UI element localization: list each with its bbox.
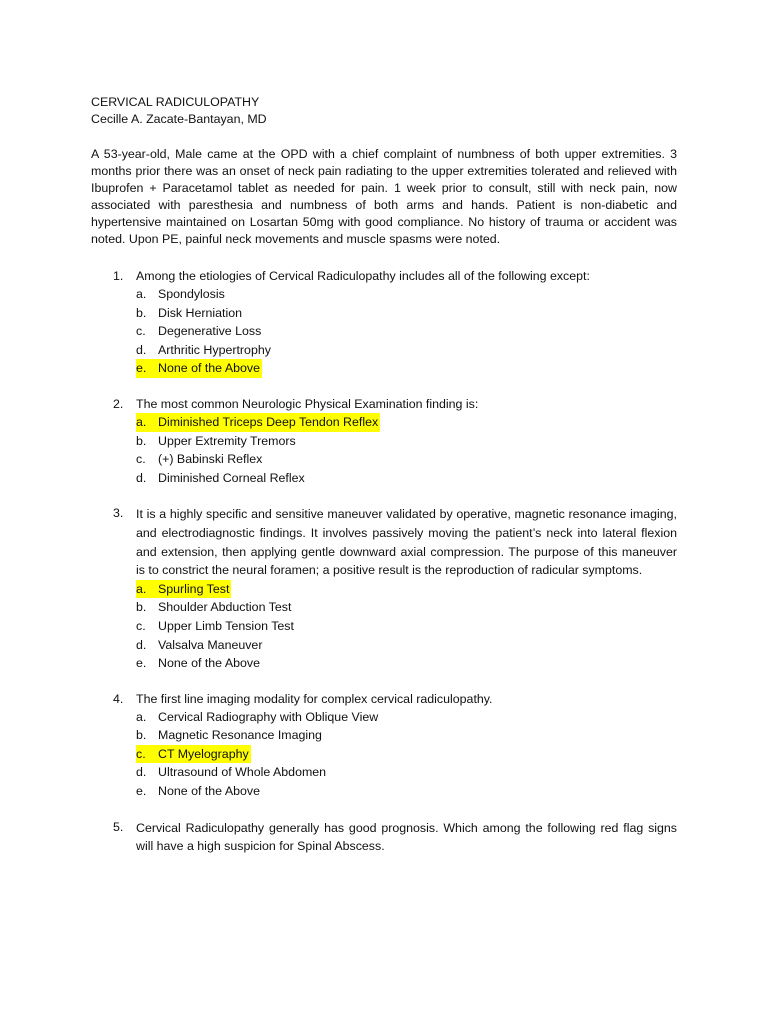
- question-body: [136, 505, 677, 672]
- option-letter: d.: [136, 637, 147, 652]
- option-item: [136, 341, 677, 360]
- option-text: None of the Above: [158, 784, 260, 799]
- option-item: [136, 432, 677, 451]
- option-content: [136, 450, 262, 469]
- option-item-highlighted: [136, 413, 677, 432]
- option-item: [136, 450, 677, 469]
- option-item: [136, 322, 677, 341]
- option-content: [136, 304, 242, 323]
- option-letter: c.: [136, 452, 146, 467]
- option-letter: b.: [136, 433, 147, 448]
- option-letter: e.: [136, 656, 147, 671]
- question-body: [136, 691, 677, 801]
- option-text: Diminished Corneal Reflex: [158, 470, 305, 485]
- question-number: 1.: [113, 269, 124, 283]
- option-letter: a.: [136, 414, 147, 429]
- option-item: [136, 617, 677, 636]
- option-item: [136, 782, 677, 801]
- answer-highlight: [136, 745, 251, 764]
- question-number: 3.: [113, 506, 124, 521]
- option-text: Cervical Radiography with Oblique View: [158, 709, 379, 724]
- option-item: [136, 304, 677, 323]
- document-author: Cecille A. Zacate-Bantayan, MD: [91, 112, 267, 126]
- question-number: 5.: [113, 819, 124, 834]
- option-text: (+) Babinski Reflex: [158, 452, 263, 467]
- question-number: 4.: [113, 691, 124, 706]
- option-letter: d.: [136, 470, 147, 485]
- option-text: Upper Limb Tension Test: [158, 618, 294, 633]
- answer-highlight: [136, 413, 380, 432]
- option-letter: c.: [136, 746, 146, 761]
- option-content: [136, 322, 261, 341]
- option-letter: d.: [136, 765, 147, 780]
- option-content: [136, 708, 378, 727]
- option-content: [136, 782, 260, 801]
- question-body: [136, 819, 677, 856]
- option-letter: e.: [136, 361, 147, 376]
- case-description: A 53-year-old, Male came at the OPD with a chief complaint of numbness of both upper extremities. 3 months prior there was an onset of neck pain radiating to the upper extremities tolerated and relieved with Ibuprofen + Paracetamol tablet as needed for pain. 1 week prior to consult, still with neck pain, now associated with paresthesia and numbness of both arms and hands. Patient is non-diabetic and hypertensive maintained on Losartan 50mg with good compliance. No history of trauma or accident was noted. Upon PE, painful neck movements and muscle spasms were noted.: [91, 147, 677, 246]
- option-item: [136, 654, 677, 673]
- answer-highlight: [136, 359, 262, 378]
- question-body: [136, 396, 677, 487]
- document-title: CERVICAL RADICULOPATHY: [91, 95, 260, 109]
- option-content: [136, 726, 322, 745]
- document-page: [91, 94, 677, 874]
- question-body: [136, 268, 677, 378]
- question-text: Among the etiologies of Cervical Radiculopathy includes all of the following except:: [136, 269, 590, 283]
- option-text: Upper Extremity Tremors: [158, 433, 296, 448]
- question-item: [91, 691, 677, 801]
- option-text: CT Myelography: [158, 746, 249, 761]
- option-list: [136, 413, 677, 487]
- option-list: [136, 708, 677, 801]
- answer-highlight: [136, 580, 231, 599]
- option-letter: a.: [136, 287, 147, 301]
- option-content: [136, 654, 260, 673]
- option-letter: b.: [136, 305, 147, 320]
- option-letter: a.: [136, 581, 147, 596]
- option-item: [136, 598, 677, 617]
- option-text: Valsalva Maneuver: [158, 637, 263, 652]
- question-list: [91, 268, 677, 856]
- option-letter: c.: [136, 618, 146, 633]
- question-item: [91, 819, 677, 856]
- option-list: [136, 285, 677, 378]
- option-text: Disk Herniation: [158, 305, 243, 320]
- option-list: [136, 580, 677, 673]
- option-text: Degenerative Loss: [158, 324, 262, 339]
- option-content: [136, 469, 305, 488]
- option-item: [136, 285, 677, 304]
- option-text: Magnetic Resonance Imaging: [158, 728, 322, 743]
- option-content: [136, 763, 326, 782]
- option-text: Spondylosis: [158, 287, 225, 301]
- option-letter: b.: [136, 600, 147, 615]
- question-number: 2.: [113, 396, 124, 411]
- option-content: [136, 432, 296, 451]
- option-item: [136, 708, 677, 727]
- option-content: [136, 617, 294, 636]
- option-item: [136, 469, 677, 488]
- option-letter: e.: [136, 784, 147, 799]
- question-item: [91, 505, 677, 672]
- option-content: [136, 636, 262, 655]
- option-item-highlighted: [136, 359, 677, 378]
- option-content: [136, 341, 271, 360]
- question-item: [91, 268, 677, 378]
- option-text: Spurling Test: [158, 581, 230, 596]
- option-text: Ultrasound of Whole Abdomen: [158, 765, 327, 780]
- option-item: [136, 636, 677, 655]
- question-text: The most common Neurologic Physical Examination finding is:: [136, 396, 479, 411]
- option-content: [136, 285, 225, 304]
- option-letter: b.: [136, 728, 147, 743]
- option-text: Shoulder Abduction Test: [158, 600, 292, 615]
- question-text: It is a highly specific and sensitive maneuver validated by operative, magnetic resonance imaging, and electrodiagnostic findings. It involves passively moving the patient’s neck into lateral flexion and extension, then applying gentle downward axial compression. The purpose of this maneuver is to constrict the neural foramen; a positive result is the reproduction of radicular symptoms.: [136, 507, 677, 578]
- option-letter: c.: [136, 324, 146, 339]
- question-item: [91, 396, 677, 487]
- option-text: Diminished Triceps Deep Tendon Reflex: [158, 414, 379, 429]
- option-content: [136, 598, 291, 617]
- question-text: The first line imaging modality for complex cervical radiculopathy.: [136, 691, 493, 706]
- option-item-highlighted: [136, 580, 677, 599]
- option-item: [136, 726, 677, 745]
- option-text: Arthritic Hypertrophy: [158, 342, 271, 357]
- option-text: None of the Above: [158, 361, 260, 376]
- option-item: [136, 763, 677, 782]
- option-letter: d.: [136, 342, 147, 357]
- option-letter: a.: [136, 709, 147, 724]
- document-header: [91, 94, 677, 128]
- option-item-highlighted: [136, 745, 677, 764]
- option-text: None of the Above: [158, 656, 260, 671]
- question-text: Cervical Radiculopathy generally has good prognosis. Which among the following red flag signs will have a high suspicion for Spinal Abscess.: [136, 820, 677, 854]
